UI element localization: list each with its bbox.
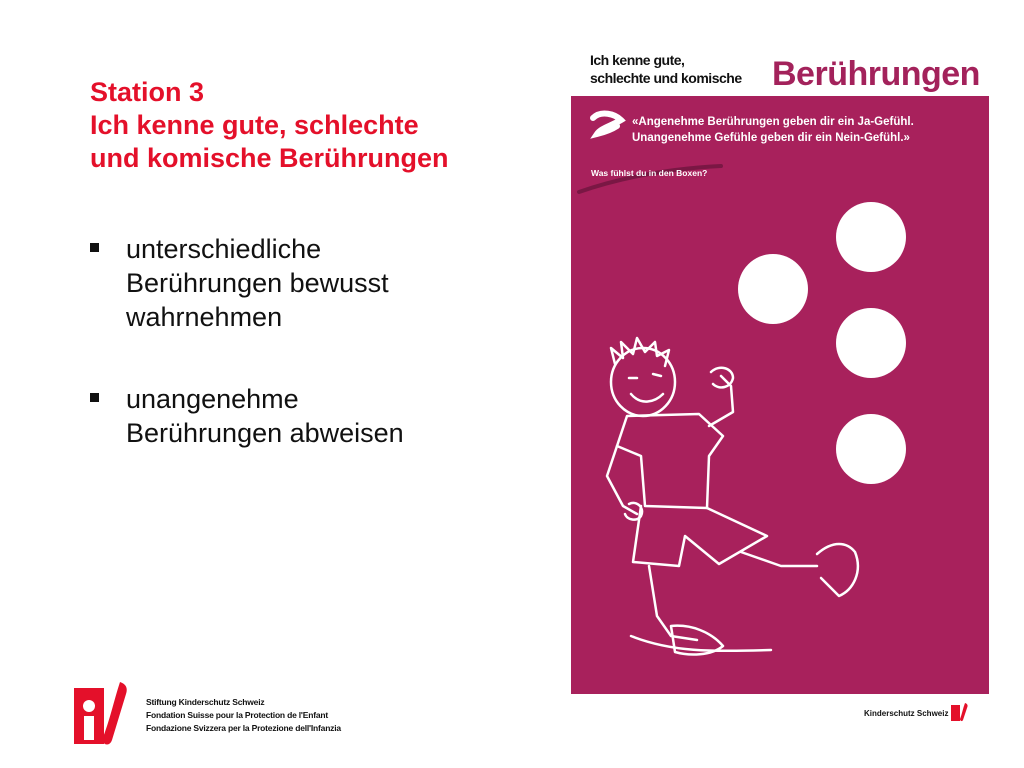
title-line-1: Station 3 <box>90 77 205 107</box>
bullet-2-line-2: Berührungen abweisen <box>126 418 404 448</box>
bullet-item <box>88 232 508 334</box>
square-bullet-icon <box>90 393 99 402</box>
square-bullet-icon <box>90 243 99 252</box>
poster-question: Was fühlst du in den Boxen? <box>591 168 708 178</box>
poster-header <box>588 50 988 96</box>
poster-header-big: Berührungen <box>772 55 980 93</box>
poster-header-line-2: schlechte und komische <box>590 70 742 86</box>
footer-line-3: Fondazione Svizzera per la Protezione dell'Infanzia <box>146 723 341 733</box>
slide-title <box>90 76 550 175</box>
bullet-item <box>88 382 508 450</box>
bullet-list <box>88 232 508 498</box>
bullet-1-line-1: unterschiedliche <box>126 234 322 264</box>
bullet-2-line-1: unangenehme <box>126 384 299 414</box>
kinderschutz-logo-icon <box>72 680 134 748</box>
poster-image <box>571 96 989 694</box>
footer-line-2: Fondation Suisse pour la Protection de l'Enfant <box>146 710 328 720</box>
quote-line-2: Unangenehme Gefühle geben dir ein Nein-Gefühl.» <box>632 132 910 144</box>
quote-line-1: «Angenehme Berührungen geben dir ein Ja-Gefühl. <box>632 116 914 128</box>
title-line-2: Ich kenne gute, schlechte <box>90 110 419 140</box>
poster-brand-logo-icon <box>950 702 970 722</box>
bullet-1-line-3: wahrnehmen <box>126 302 283 332</box>
footer-line-1: Stiftung Kinderschutz Schweiz <box>146 697 265 707</box>
kicking-boy-illustration <box>571 96 989 694</box>
title-line-3: und komische Berührungen <box>90 143 449 173</box>
bullet-1-line-2: Berührungen bewusst <box>126 268 389 298</box>
footer-organization <box>146 696 341 735</box>
poster-brand: Kinderschutz Schweiz <box>864 709 949 718</box>
poster-header-line-1: Ich kenne gute, <box>590 52 685 68</box>
